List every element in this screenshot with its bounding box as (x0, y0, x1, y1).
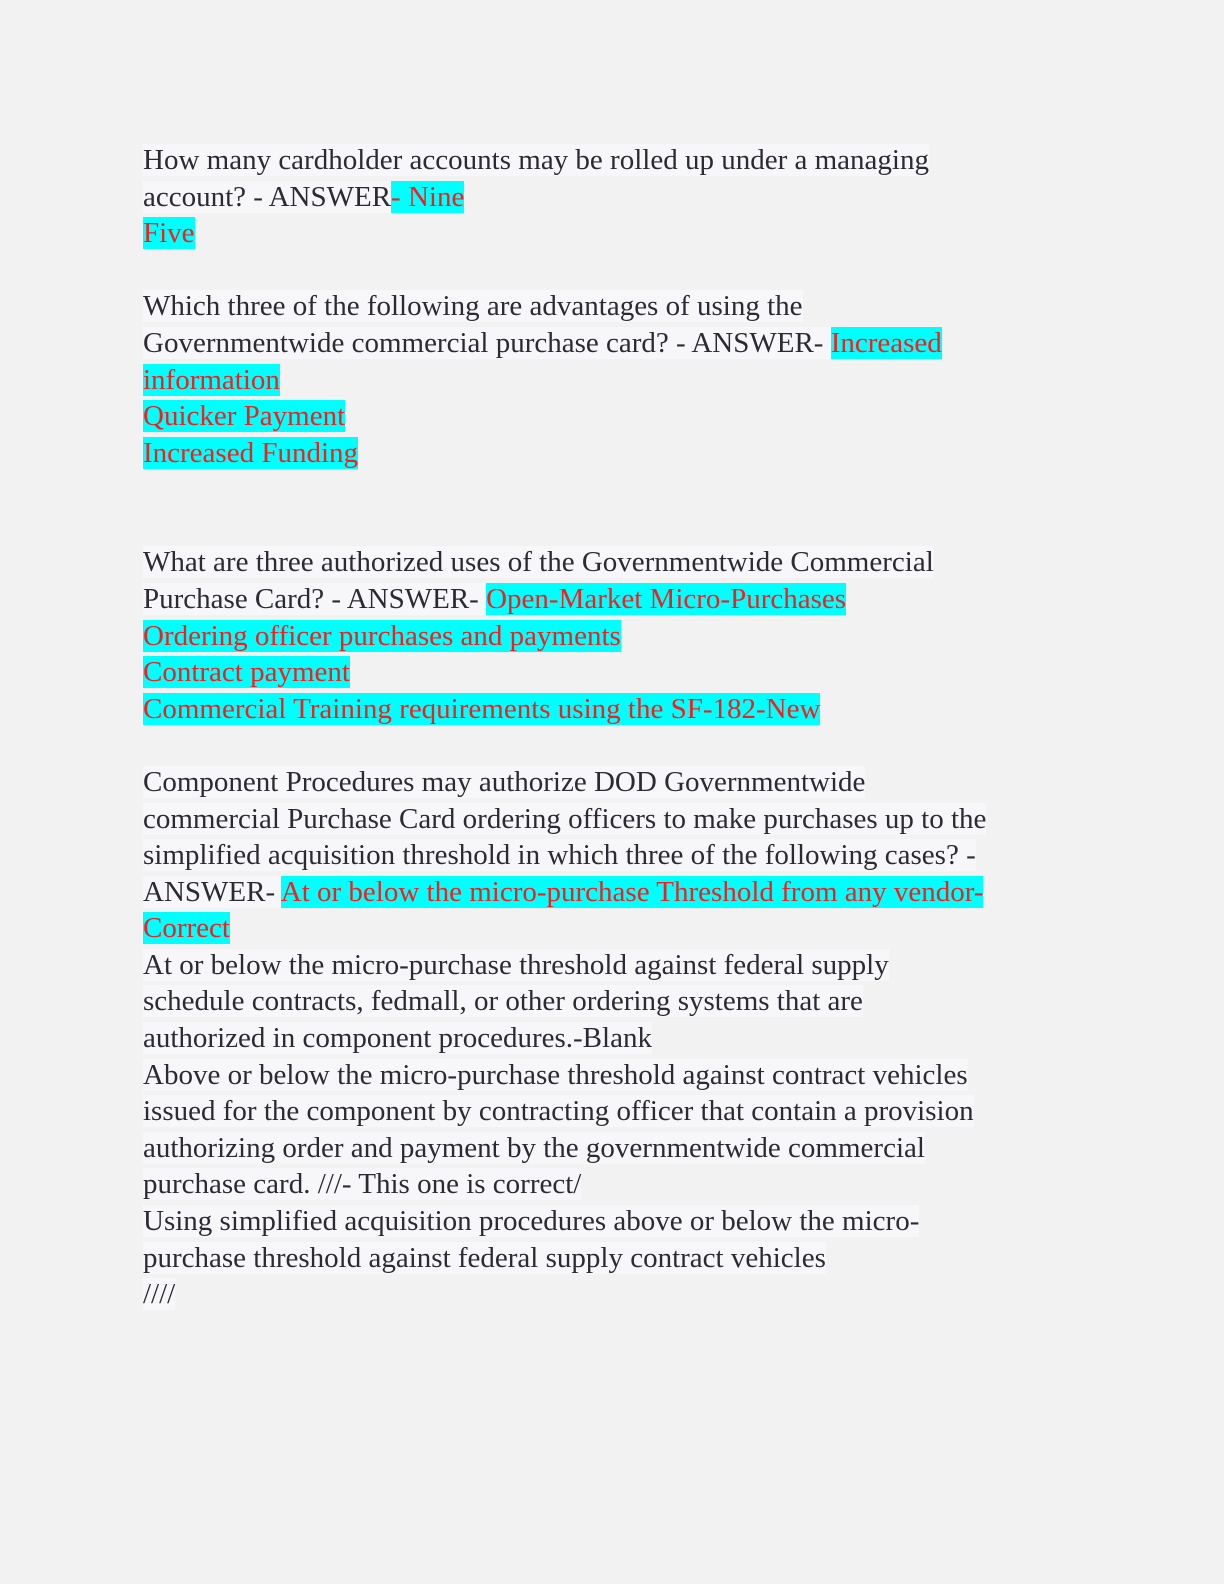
spacer (143, 471, 1083, 544)
answer-option-text: //// (143, 1278, 176, 1311)
highlighted-answer: Correct (143, 912, 230, 945)
question-block-4 (143, 764, 1083, 1313)
highlighted-answer: Quicker Payment (143, 400, 346, 433)
highlighted-answer: Increased (830, 326, 942, 359)
answer-option-text: schedule contracts, fedmall, or other ordering systems that are (143, 985, 863, 1018)
question-block-1 (143, 142, 1083, 252)
highlighted-answer: - Nine (391, 180, 465, 213)
answer-option-text: authorizing order and payment by the governmentwide commercial (143, 1131, 925, 1164)
answer-label: Governmentwide commercial purchase card? - ANSWER- (143, 326, 831, 359)
question-block-2 (143, 288, 1083, 471)
document-page (143, 142, 1083, 1313)
highlighted-answer: Open-Market Micro-Purchases (486, 582, 847, 615)
answer-label: Purchase Card? - ANSWER- (143, 582, 487, 615)
answer-option-text: issued for the component by contracting officer that contain a provision (143, 1095, 974, 1128)
answer-option-text: Above or below the micro-purchase threshold against contract vehicles (143, 1058, 968, 1091)
answer-label: account? - ANSWER (143, 180, 392, 213)
answer-option-text: Using simplified acquisition procedures above or below the micro- (143, 1205, 920, 1238)
question-text: What are three authorized uses of the Governmentwide Commercial (143, 546, 934, 579)
answer-option-text: purchase card. ///- This one is correct/ (143, 1168, 582, 1201)
highlighted-answer: Five (143, 217, 195, 250)
highlighted-answer: Ordering officer purchases and payments (143, 619, 621, 652)
highlighted-answer: information (143, 363, 280, 396)
answer-option-text: purchase threshold against federal supply contract vehicles (143, 1241, 826, 1274)
question-text: Which three of the following are advantages of using the (143, 290, 803, 323)
highlighted-answer: At or below the micro-purchase Threshold from any vendor- (280, 875, 984, 908)
question-text: How many cardholder accounts may be rolled up under a managing (143, 144, 929, 176)
highlighted-answer: Commercial Training requirements using the SF-182-New (143, 692, 821, 725)
question-text: Component Procedures may authorize DOD Governmentwide (143, 765, 866, 798)
highlighted-answer: Contract payment (143, 656, 350, 689)
question-text: simplified acquisition threshold in which three of the following cases? - (143, 839, 976, 872)
question-text: commercial Purchase Card ordering officers to make purchases up to the (143, 802, 987, 835)
answer-option-text: authorized in component procedures.-Blank (143, 1022, 652, 1055)
answer-option-text: At or below the micro-purchase threshold against federal supply (143, 948, 889, 981)
answer-label: ANSWER- (143, 875, 281, 908)
highlighted-answer: Increased Funding (143, 436, 359, 469)
spacer (143, 727, 1083, 764)
question-block-3 (143, 544, 1083, 727)
spacer (143, 252, 1083, 289)
